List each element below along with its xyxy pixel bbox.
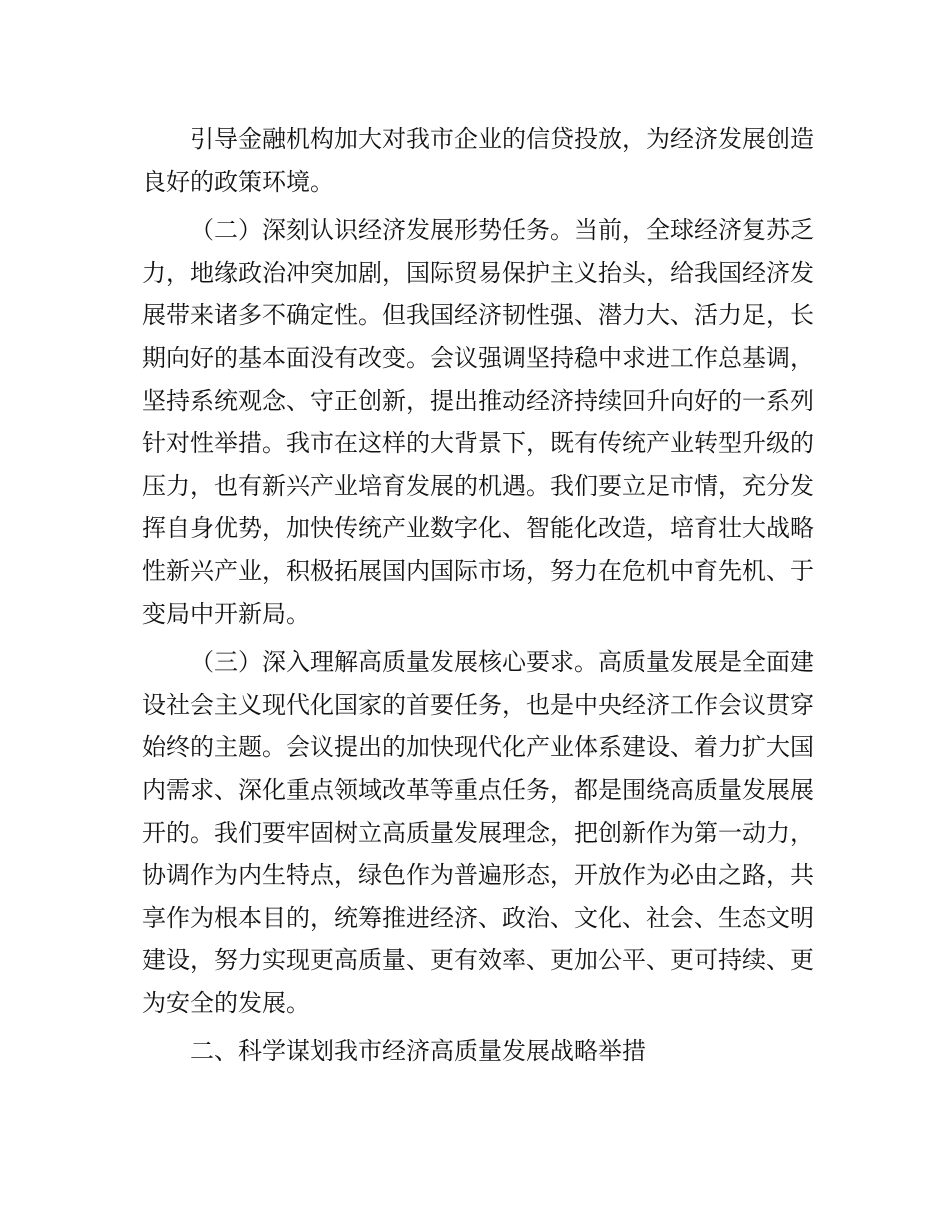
section-heading: 二、科学谋划我市经济高质量发展战略举措 [190, 1037, 646, 1066]
paragraph-high-quality-development: （三）深入理解高质量发展核心要求。高质量发展是全面建设社会主义现代化国家的首要任务，也是中央经济工作会议贯穿始终的主题。会议提出的加快现代化产业体系建设、着力扩大国内需求、深化重点领域改革等重点任务，都是围绕高质量发展展开的。我们要牢固树立高质量发展理念，把创新作为第一动力，协调作为内生特点，绿色作为普遍形态，开放作为必由之路，共享作为根本目的，统筹推进经济、政治、文化、社会、生态文明建设，努力实现更高质量、更有效率、更加公平、更可持续、更为安全的发展。 [142, 648, 814, 1017]
paragraph-economic-situation: （二）深刻认识经济发展形势任务。当前，全球经济复苏乏力，地缘政治冲突加剧，国际贸易保护主义抬头，给我国经济发展带来诸多不确定性。但我国经济韧性强、潜力大、活力足，长期向好的基本面没有改变。会议强调坚持稳中求进工作总基调，坚持系统观念、守正创新，提出推动经济持续回升向好的一系列针对性举措。我市在这样的大背景下，既有传统产业转型升级的压力，也有新兴产业培育发展的机遇。我们要立足市情，充分发挥自身优势，加快传统产业数字化、智能化改造，培育壮大战略性新兴产业，积极拓展国内国际市场，努力在危机中育先机、于变局中开新局。 [142, 216, 814, 628]
paragraph-credit-environment: 引导金融机构加大对我市企业的信贷投放，为经济发展创造良好的政策环境。 [142, 125, 814, 196]
document-body [142, 118, 814, 1073]
